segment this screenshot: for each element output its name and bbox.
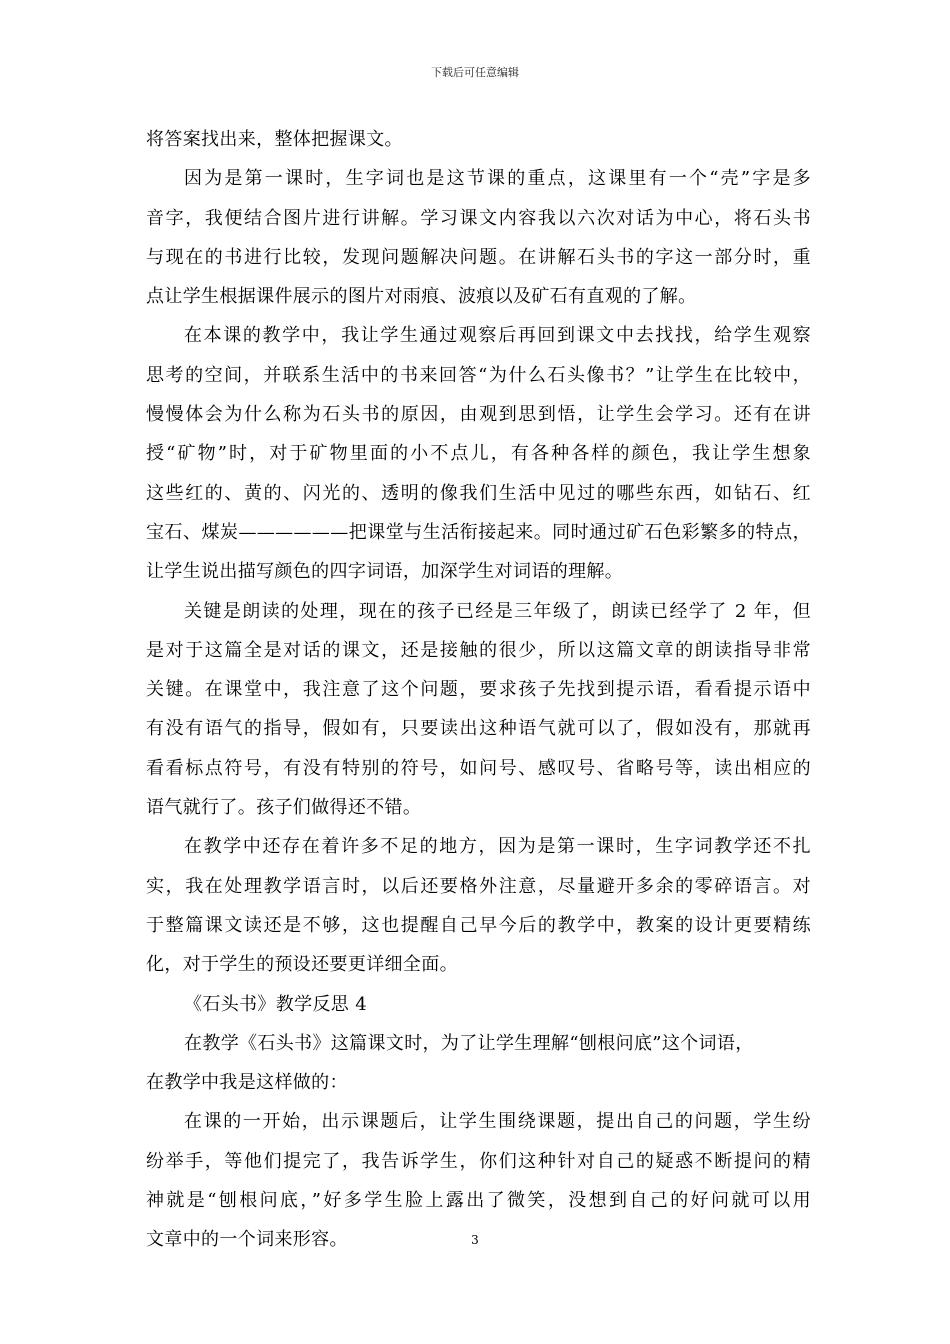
text-line: 思考的空间，并联系生活中的书来回答“为什么石头像书？”让学生在比较中， xyxy=(146,364,811,386)
text-line: 神就是“刨根问底，”好多学生脸上露出了微笑，没想到自己的好问就可以用 xyxy=(146,1190,811,1212)
text-line: 关键。在课堂中，我注意了这个问题，要求孩子先找到提示语，看看提示语中 xyxy=(146,679,811,701)
text-line: 文章中的一个词来形容。 xyxy=(146,1229,348,1251)
text-line: 实，我在处理教学语言时，以后还要格外注意，尽量避开多余的零碎语言。对 xyxy=(146,875,811,897)
text-line: 因为是第一课时，生字词也是这节课的重点，这课里有一个“壳”字是多 xyxy=(184,168,811,190)
text-line: 《石头书》教学反思 4 xyxy=(184,993,368,1015)
text-line: 是对于这篇全是对话的课文，还是接触的很少，所以这篇文章的朗读指导非常 xyxy=(146,639,811,661)
text-line: 有没有语气的指导，假如有，只要读出这种语气就可以了，假如没有，那就再 xyxy=(146,718,811,740)
text-line: 在教学中我是这样做的： xyxy=(146,1072,348,1094)
text-line: 将答案找出来，整体把握课文。 xyxy=(146,129,403,150)
text-line: 看看标点符号，有没有特别的符号，如问号、感叹号、省略号等，读出相应的 xyxy=(146,757,811,779)
page-header: 下载后可任意编辑 xyxy=(431,66,519,79)
text-line: 这些红的、黄的、闪光的、透明的像我们生活中见过的哪些东西，如钻石、红 xyxy=(146,482,811,504)
text-line: 在教学中还存在着许多不足的地方，因为是第一课时，生字词教学还不扎 xyxy=(184,836,811,858)
text-line: 关键是朗读的处理，现在的孩子已经是三年级了，朗读已经学了 2 年，但 xyxy=(184,600,811,622)
page-number: 3 xyxy=(471,1233,479,1247)
text-line: 语气就行了。孩子们做得还不错。 xyxy=(146,797,422,819)
text-line: 在教学《石头书》这篇课文时，为了让学生理解“刨根问底”这个词语， xyxy=(184,1032,754,1054)
text-line: 在课的一开始，出示课题后，让学生围绕课题，提出自己的问题，学生纷 xyxy=(184,1111,811,1133)
document-body xyxy=(146,120,811,1260)
text-line: 纷举手，等他们提完了，我告诉学生，你们这种针对自己的疑惑不断提问的精 xyxy=(146,1150,811,1172)
text-line: 授“矿物”时，对于矿物里面的小不点儿，有各种各样的颜色，我让学生想象 xyxy=(146,443,811,465)
text-line: 让学生说出描写颜色的四字词语，加深学生对词语的理解。 xyxy=(146,561,624,583)
text-line: 点让学生根据课件展示的图片对雨痕、波痕以及矿石有直观的了解。 xyxy=(146,286,697,308)
text-line: 于整篇课文读还是不够，这也提醒自己早今后的教学中，教案的设计更要精练 xyxy=(146,914,811,936)
text-line: 音字，我便结合图片进行讲解。学习课文内容我以六次对话为中心，将石头书 xyxy=(146,207,811,229)
text-line: 在本课的教学中，我让学生通过观察后再回到课文中去找找，给学生观察 xyxy=(184,325,811,347)
text-line: 慢慢体会为什么称为石头书的原因，由观到思到悟，让学生会学习。还有在讲 xyxy=(146,404,811,426)
text-line: 化，对于学生的预设还要更详细全面。 xyxy=(146,954,458,976)
text-line: 与现在的书进行比较，发现问题解决问题。在讲解石头书的字这一部分时，重 xyxy=(146,246,811,268)
text-line: 宝石、煤炭——————把课堂与生活衔接起来。同时通过矿石色彩繁多的特点， xyxy=(146,521,811,543)
